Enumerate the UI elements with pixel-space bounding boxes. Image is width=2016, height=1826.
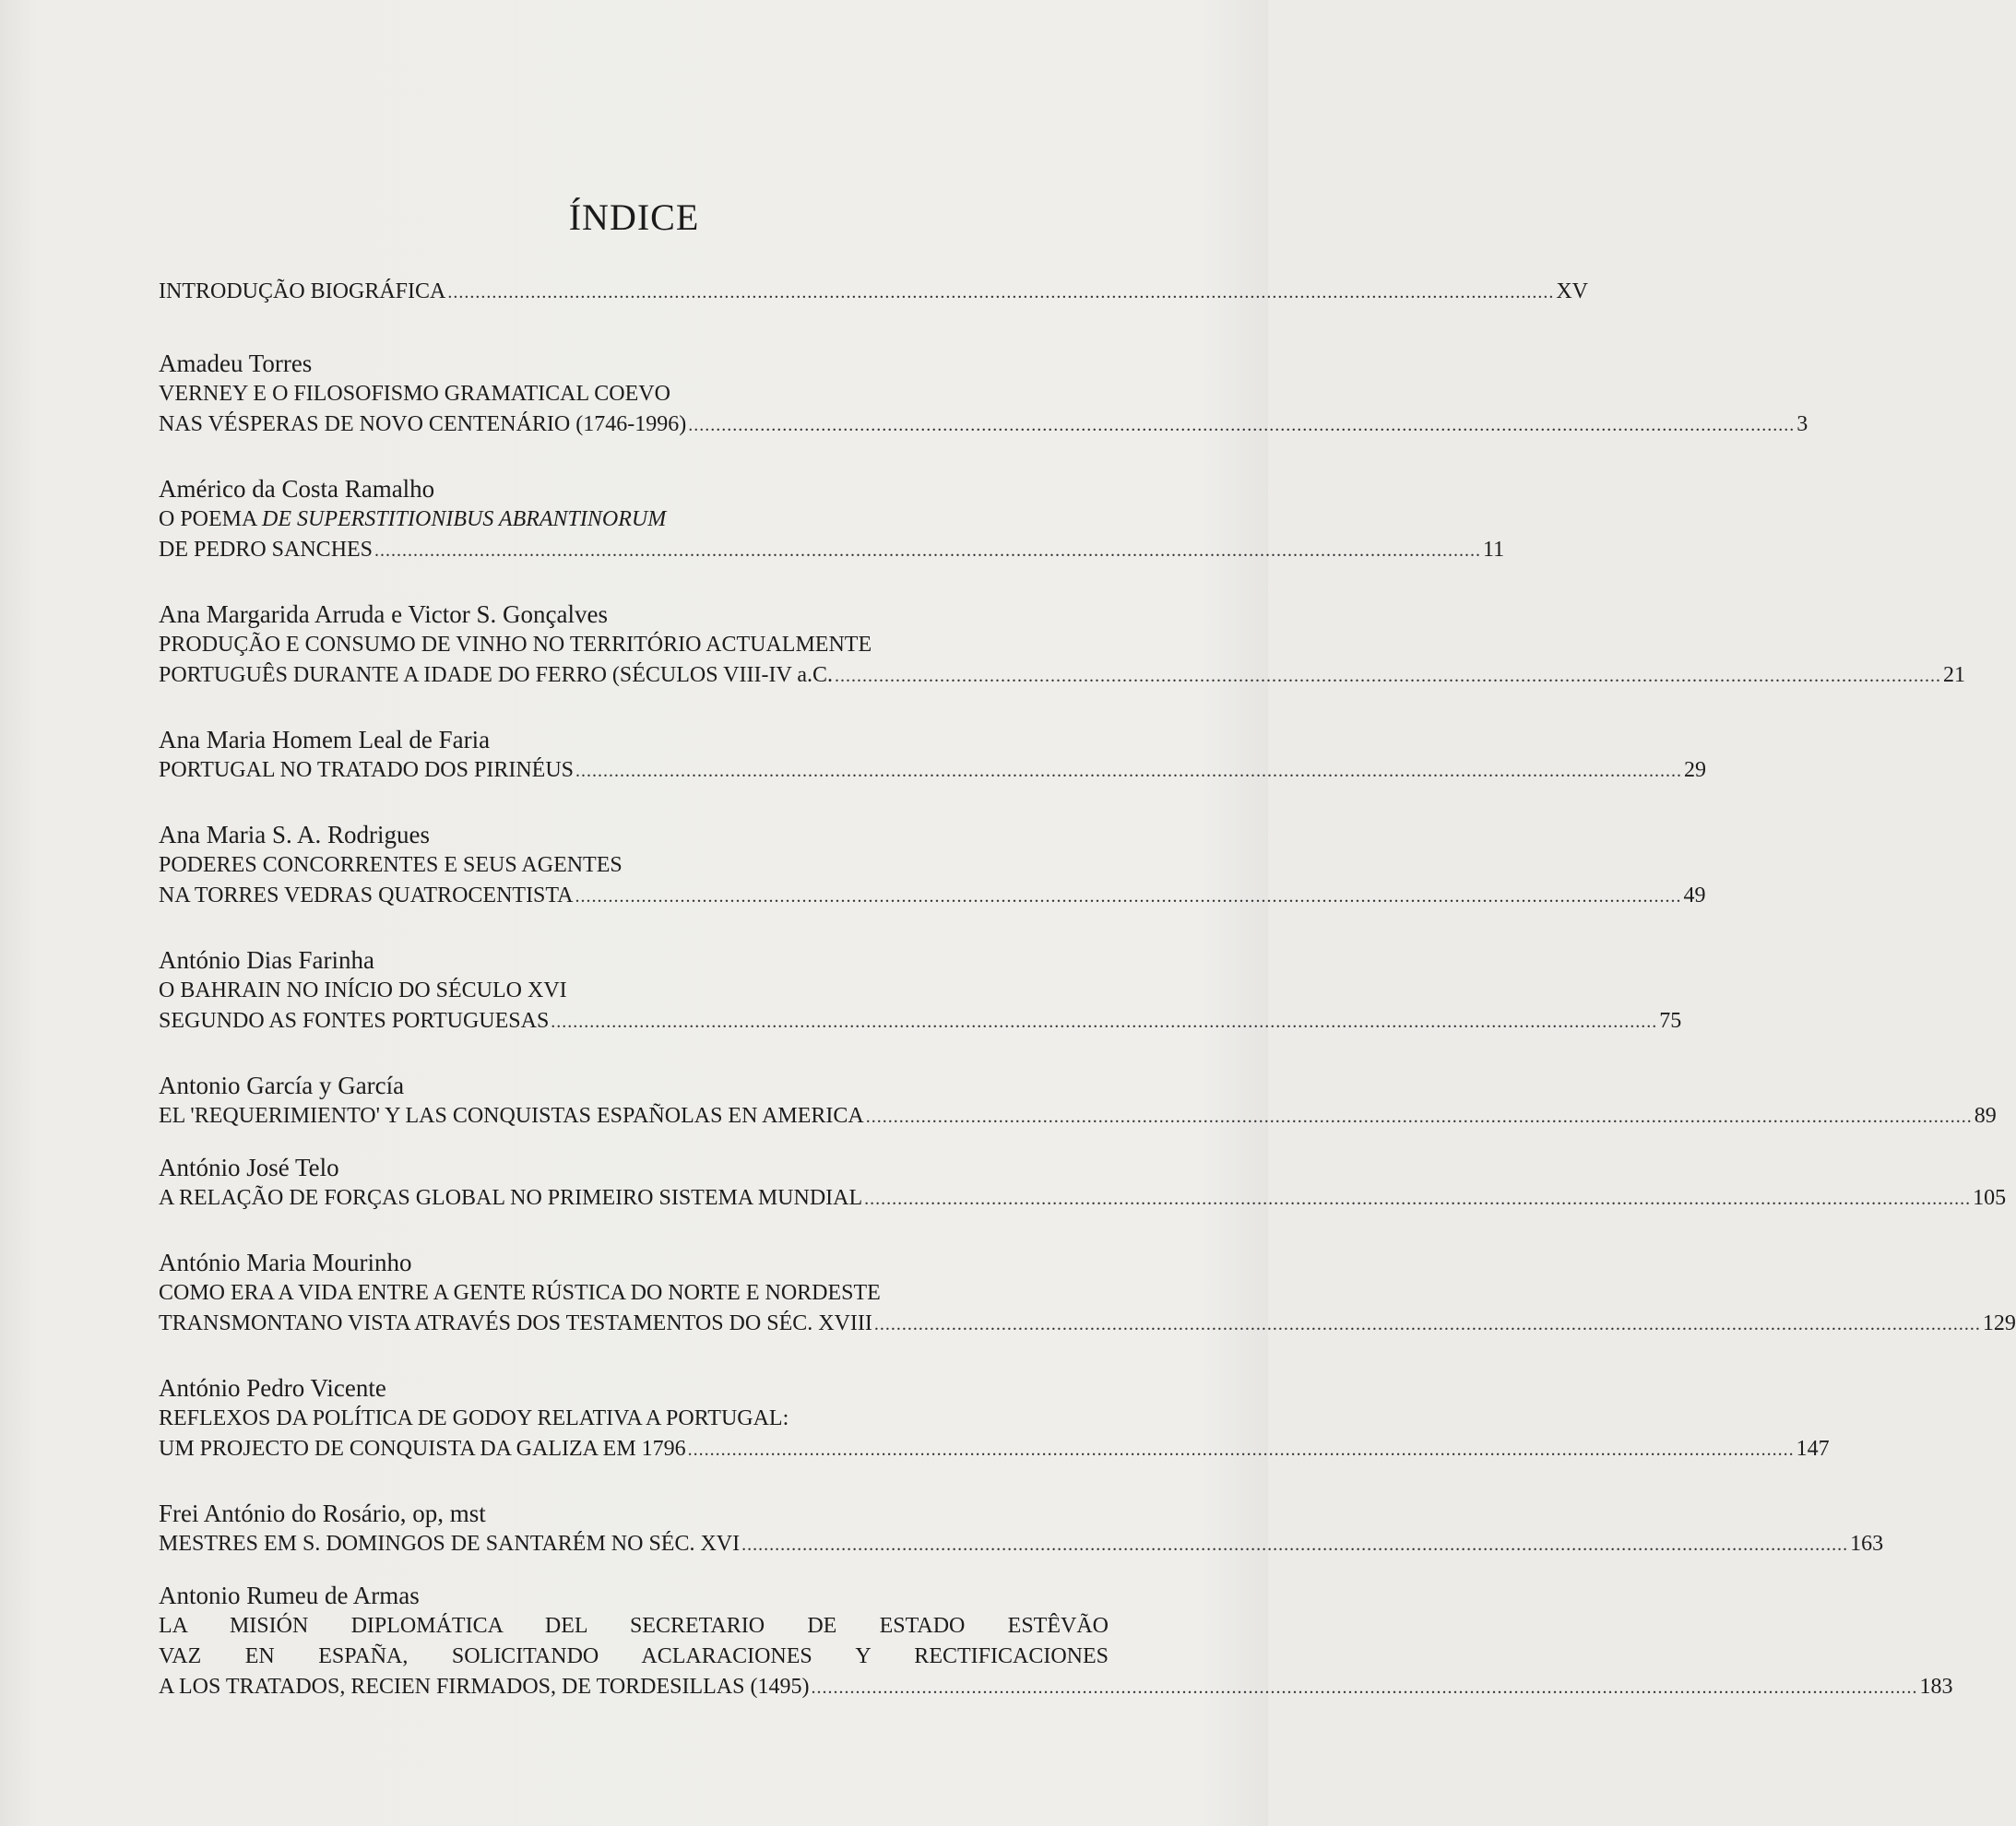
toc-entry: [159, 474, 1505, 566]
dot-leader: ........................................................................................................................................................................................................: [551, 1012, 1658, 1032]
toc-entry: [159, 1581, 1953, 1703]
entry-title-line: COMO ERA A VIDA ENTRE A GENTE RÚSTICA DO NORTE E NORDESTE: [159, 1281, 881, 1305]
toc-entry: [159, 945, 1682, 1038]
toc-entry: [159, 349, 1808, 441]
entry-title-italic: DE SUPERSTITIONIBUS ABRANTINORUM: [262, 507, 667, 531]
dot-leader: ........................................................................................................................................................................................................: [741, 1535, 1849, 1555]
dot-leader: ........................................................................................................................................................................................................: [575, 761, 1682, 781]
page-number: 129: [1982, 1311, 2016, 1335]
entry-title-prefix: O POEMA: [159, 507, 263, 531]
dot-leader: ........................................................................................................................................................................................................: [575, 886, 1682, 907]
page-number: 105: [1973, 1186, 2007, 1210]
dot-leader: ........................................................................................................................................................................................................: [865, 1107, 1973, 1127]
dot-leader: ........................................................................................................................................................................................................: [687, 1440, 1795, 1460]
page-number: 183: [1919, 1675, 1953, 1699]
toc-entry: [159, 1499, 1884, 1560]
page-number: 147: [1796, 1437, 1830, 1461]
entry-title-line: PORTUGAL NO TRATADO DOS PIRINÉUS: [159, 758, 574, 782]
entry-title-line: TRANSMONTANO VISTA ATRAVÉS DOS TESTAMENTOS DO SÉC. XVIII: [159, 1311, 872, 1335]
entry-author: António Dias Farinha: [159, 946, 374, 974]
dot-leader: ........................................................................................................................................................................................................: [835, 666, 1942, 686]
dot-leader: ........................................................................................................................................................................................................: [811, 1678, 1918, 1698]
entry-author: Ana Margarida Arruda e Victor S. Gonçalves: [159, 600, 608, 628]
entry-title-line: LA MISIÓN DIPLOMÁTICA DEL SECRETARIO DE ESTADO ESTÊVÃO: [159, 1614, 1109, 1638]
entry-title-line: VAZ EN ESPAÑA, SOLICITANDO ACLARACIONES Y RECTIFICACIONES: [159, 1644, 1109, 1668]
entry-title-line: EL 'REQUERIMIENTO' Y LAS CONQUISTAS ESPAÑOLAS EN AMERICA: [159, 1104, 864, 1128]
page-title: ÍNDICE: [568, 196, 700, 238]
toc-entry: [159, 1248, 2016, 1340]
toc-entry: [159, 725, 1706, 787]
toc-entry: [159, 1153, 2007, 1215]
dot-leader: ........................................................................................................................................................................................................: [447, 282, 1555, 302]
toc-entry: [159, 1373, 1830, 1465]
page-number: 11: [1483, 538, 1505, 562]
dot-leader: ........................................................................................................................................................................................................: [873, 1314, 1981, 1334]
entry-title-line: PODERES CONCORRENTES E SEUS AGENTES: [159, 853, 623, 877]
page-number: XV: [1556, 279, 1589, 303]
table-of-contents: [159, 277, 2016, 1737]
entry-title-line: MESTRES EM S. DOMINGOS DE SANTARÉM NO SÉC. XVI: [159, 1532, 741, 1556]
entry-title-line: INTRODUÇÃO BIOGRÁFICA: [159, 279, 446, 303]
entry-title-line: A RELAÇÃO DE FORÇAS GLOBAL NO PRIMEIRO SISTEMA MUNDIAL: [159, 1186, 863, 1210]
entry-title-line: [159, 504, 1109, 535]
toc-entry-intro: [159, 277, 1589, 308]
entry-title-line: DE PEDRO SANCHES: [159, 538, 374, 562]
entry-title-line: VERNEY E O FILOSOFISMO GRAMATICAL COEVO: [159, 382, 670, 406]
page-number: 49: [1683, 883, 1706, 907]
entry-title-line: PORTUGUÊS DURANTE A IDADE DO FERRO (SÉCULOS VIII-IV a.C.: [159, 663, 834, 687]
entry-author: António Maria Mourinho: [159, 1249, 412, 1276]
entry-author: António Pedro Vicente: [159, 1374, 386, 1402]
page-number: 89: [1974, 1104, 1997, 1128]
toc-entry: [159, 820, 1706, 912]
entry-author: Ana Maria Homem Leal de Faria: [159, 726, 491, 753]
toc-entry: [159, 1071, 1997, 1132]
page-number: 3: [1797, 412, 1808, 436]
entry-title-line: SEGUNDO AS FONTES PORTUGUESAS: [159, 1009, 550, 1033]
page-number: 163: [1850, 1532, 1884, 1556]
dot-leader: ........................................................................................................................................................................................................: [688, 415, 1796, 435]
entry-author: Frei António do Rosário, op, mst: [159, 1500, 486, 1527]
entry-title-line: UM PROJECTO DE CONQUISTA DA GALIZA EM 1796: [159, 1437, 686, 1461]
dot-leader: ........................................................................................................................................................................................................: [374, 540, 1482, 561]
entry-author: Amadeu Torres: [159, 350, 313, 377]
entry-author: Antonio Rumeu de Armas: [159, 1582, 420, 1609]
entry-author: Ana Maria S. A. Rodrigues: [159, 821, 430, 848]
page-number: 75: [1659, 1009, 1682, 1033]
entry-title-line: REFLEXOS DA POLÍTICA DE GODOY RELATIVA A PORTUGAL:: [159, 1406, 789, 1430]
entry-title-line: PRODUÇÃO E CONSUMO DE VINHO NO TERRITÓRIO ACTUALMENTE: [159, 633, 872, 657]
page-number: 29: [1684, 758, 1706, 782]
entry-author: Antonio García y García: [159, 1072, 405, 1099]
entry-title-line: O BAHRAIN NO INÍCIO DO SÉCULO XVI: [159, 978, 567, 1002]
entry-author: António José Telo: [159, 1154, 339, 1181]
toc-entry: [159, 599, 1966, 692]
entry-title-line: NAS VÉSPERAS DE NOVO CENTENÁRIO (1746-1996): [159, 412, 687, 436]
entry-author: Américo da Costa Ramalho: [159, 475, 435, 503]
entry-title-line: NA TORRES VEDRAS QUATROCENTISTA: [159, 883, 574, 907]
entry-title-line: A LOS TRATADOS, RECIEN FIRMADOS, DE TORDESILLAS (1495): [159, 1675, 810, 1699]
page-number: 21: [1943, 663, 1966, 687]
dot-leader: ........................................................................................................................................................................................................: [864, 1189, 1972, 1209]
